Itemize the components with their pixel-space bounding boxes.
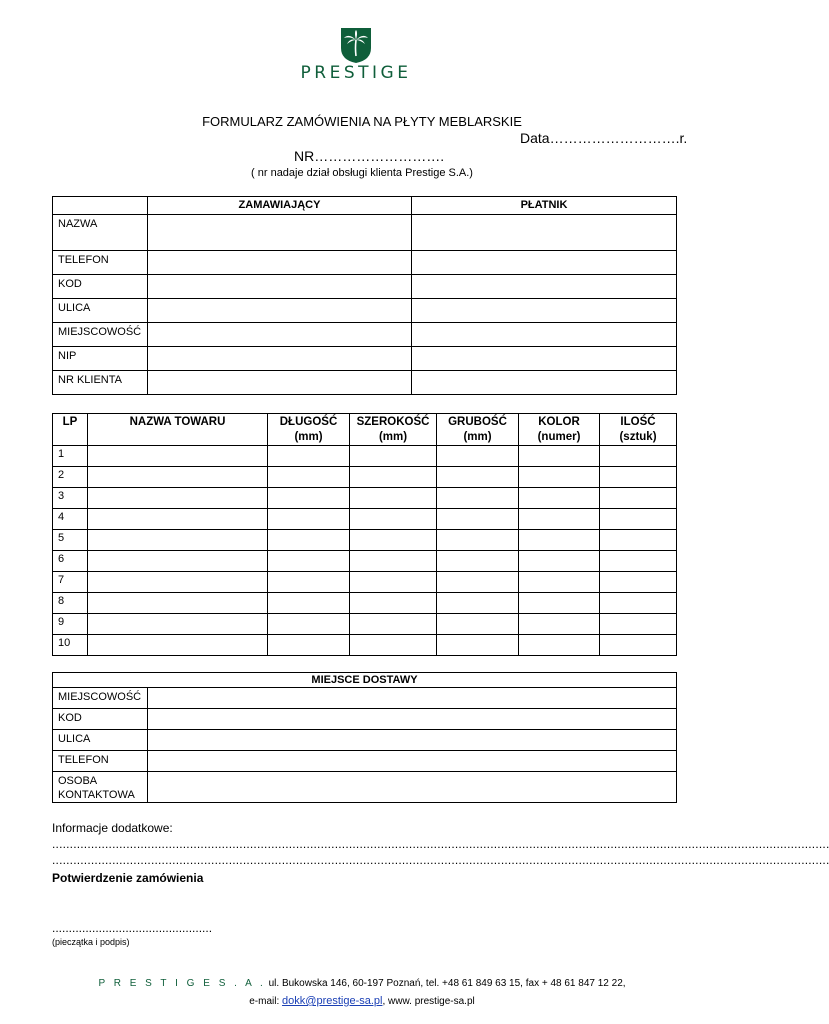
orderer-name-cell[interactable]: [148, 215, 412, 251]
product-name-cell[interactable]: [88, 530, 268, 551]
color-cell[interactable]: [519, 593, 600, 614]
color-cell[interactable]: [519, 635, 600, 656]
palm-logo-icon: [337, 26, 375, 64]
column-header-quantity-unit: (sztuk): [619, 431, 657, 443]
order-number-field[interactable]: NR……………………….: [294, 148, 445, 164]
footer-email-link[interactable]: dokk@prestige-sa.pl: [282, 995, 383, 1007]
product-name-cell[interactable]: [88, 446, 268, 467]
product-name-cell[interactable]: [88, 488, 268, 509]
column-header-length-unit: (mm): [294, 431, 323, 443]
table-row: [53, 446, 677, 467]
table-row: [53, 635, 677, 656]
signature-line[interactable]: ................................................: [52, 921, 213, 935]
color-cell[interactable]: [519, 614, 600, 635]
row-number: 7: [53, 572, 88, 593]
quantity-cell[interactable]: [600, 488, 677, 509]
column-header-color-unit: (numer): [537, 431, 581, 443]
orderer-street-cell[interactable]: [148, 299, 412, 323]
product-name-cell[interactable]: [88, 467, 268, 488]
thickness-cell[interactable]: [437, 614, 519, 635]
column-header-width-unit: (mm): [378, 431, 408, 443]
length-cell[interactable]: [268, 635, 350, 656]
table-row: [53, 530, 677, 551]
corner-cell: [53, 197, 148, 215]
length-cell[interactable]: [268, 572, 350, 593]
width-cell[interactable]: [350, 593, 437, 614]
table-row: [53, 323, 677, 347]
delivery-label-contact-person: OSOBA KONTAKTOWA: [53, 772, 148, 803]
thickness-cell[interactable]: [437, 530, 519, 551]
table-row: [53, 572, 677, 593]
width-cell[interactable]: [350, 467, 437, 488]
row-number: 4: [53, 509, 88, 530]
quantity-cell[interactable]: [600, 593, 677, 614]
width-cell[interactable]: [350, 635, 437, 656]
row-number: 3: [53, 488, 88, 509]
payer-postcode-cell[interactable]: [412, 275, 677, 299]
column-header-quantity-label: ILOŚĆ: [620, 416, 656, 428]
color-cell[interactable]: [519, 551, 600, 572]
row-number: 10: [53, 635, 88, 656]
table-header-row: [53, 197, 677, 215]
row-number: 1: [53, 446, 88, 467]
table-row: [53, 347, 677, 371]
quantity-cell[interactable]: [600, 467, 677, 488]
column-header-width: [350, 414, 437, 446]
footer-brand: P R E S T I G E S . A .: [98, 978, 266, 989]
orderer-client-number-cell[interactable]: [148, 371, 412, 395]
delivery-contact-person-cell[interactable]: [148, 772, 677, 803]
table-row: [53, 509, 677, 530]
footer-www: , www. prestige-sa.pl: [382, 996, 475, 1007]
width-cell[interactable]: [350, 530, 437, 551]
column-header-color: [519, 414, 600, 446]
column-header-product-name-label: NAZWA TOWARU: [129, 416, 226, 428]
width-cell[interactable]: [350, 551, 437, 572]
column-header-width-label: SZEROKOŚĆ: [356, 416, 430, 428]
column-header-thickness: [437, 414, 519, 446]
table-row: [53, 709, 677, 730]
delivery-label-city: MIEJSCOWOŚĆ: [53, 688, 148, 709]
column-header-lp-label: LP: [62, 416, 78, 428]
table-header-row: [53, 673, 677, 688]
width-cell[interactable]: [350, 509, 437, 530]
quantity-cell[interactable]: [600, 614, 677, 635]
row-label-street: ULICA: [53, 299, 148, 323]
color-cell[interactable]: [519, 530, 600, 551]
column-header-payer: PŁATNIK: [412, 197, 677, 215]
footer-contact: [0, 995, 724, 1007]
product-name-cell[interactable]: [88, 593, 268, 614]
quantity-cell[interactable]: [600, 551, 677, 572]
column-header-quantity: [600, 414, 677, 446]
table-row: [53, 488, 677, 509]
table-row: [53, 275, 677, 299]
delivery-label-street: ULICA: [53, 730, 148, 751]
quantity-cell[interactable]: [600, 509, 677, 530]
product-name-cell[interactable]: [88, 509, 268, 530]
width-cell[interactable]: [350, 572, 437, 593]
row-label-city: MIEJSCOWOŚĆ: [53, 323, 148, 347]
additional-info-label: Informacje dodatkowe:: [52, 821, 173, 835]
delivery-label-postcode: KOD: [53, 709, 148, 730]
footer-address-text: ul. Bukowska 146, 60-197 Poznań, tel. +48 61 849 63 15, fax + 48 61 847 12 22,: [265, 978, 626, 989]
thickness-cell[interactable]: [437, 488, 519, 509]
quantity-cell[interactable]: [600, 572, 677, 593]
color-cell[interactable]: [519, 446, 600, 467]
payer-client-number-cell[interactable]: [412, 371, 677, 395]
thickness-cell[interactable]: [437, 509, 519, 530]
payer-city-cell[interactable]: [412, 323, 677, 347]
payer-name-cell[interactable]: [412, 215, 677, 251]
table-row: [53, 688, 677, 709]
form-title: FORMULARZ ZAMÓWIENIA NA PŁYTY MEBLARSKIE: [202, 114, 522, 129]
thickness-cell[interactable]: [437, 446, 519, 467]
length-cell[interactable]: [268, 488, 350, 509]
row-label-phone: TELEFON: [53, 251, 148, 275]
thickness-cell[interactable]: [437, 593, 519, 614]
table-row: [53, 730, 677, 751]
delivery-city-cell[interactable]: [148, 688, 677, 709]
width-cell[interactable]: [350, 614, 437, 635]
order-confirmation-label: Potwierdzenie zamówienia: [52, 871, 204, 885]
thickness-cell[interactable]: [437, 551, 519, 572]
thickness-cell[interactable]: [437, 572, 519, 593]
column-header-product-name: [88, 414, 268, 446]
payer-street-cell[interactable]: [412, 299, 677, 323]
width-cell[interactable]: [350, 488, 437, 509]
column-header-length-label: DŁUGOŚĆ: [279, 416, 338, 428]
delivery-street-cell[interactable]: [148, 730, 677, 751]
row-number: 9: [53, 614, 88, 635]
length-cell[interactable]: [268, 467, 350, 488]
parties-table: [52, 196, 677, 395]
row-label-postcode: KOD: [53, 275, 148, 299]
orderer-phone-cell[interactable]: [148, 251, 412, 275]
quantity-cell[interactable]: [600, 635, 677, 656]
table-row: [53, 371, 677, 395]
row-number: 2: [53, 467, 88, 488]
quantity-cell[interactable]: [600, 446, 677, 467]
date-field[interactable]: Data……………………….r.: [520, 130, 688, 146]
length-cell[interactable]: [268, 509, 350, 530]
payer-nip-cell[interactable]: [412, 347, 677, 371]
items-table: [52, 413, 677, 656]
additional-info-line-2[interactable]: ............................................................................................................................................................................................................................: [52, 853, 829, 867]
product-name-cell[interactable]: [88, 614, 268, 635]
table-header-row: [53, 414, 677, 446]
orderer-postcode-cell[interactable]: [148, 275, 412, 299]
table-row: [53, 251, 677, 275]
items-body: [53, 446, 677, 656]
table-row: [53, 751, 677, 772]
payer-phone-cell[interactable]: [412, 251, 677, 275]
length-cell[interactable]: [268, 614, 350, 635]
color-cell[interactable]: [519, 572, 600, 593]
delivery-postcode-cell[interactable]: [148, 709, 677, 730]
table-row: [53, 467, 677, 488]
orderer-nip-cell[interactable]: [148, 347, 412, 371]
orderer-city-cell[interactable]: [148, 323, 412, 347]
signature-note: (pieczątka i podpis): [52, 937, 130, 947]
length-cell[interactable]: [268, 593, 350, 614]
delivery-label-phone: TELEFON: [53, 751, 148, 772]
product-name-cell[interactable]: [88, 635, 268, 656]
product-name-cell[interactable]: [88, 572, 268, 593]
column-header-color-label: KOLOR: [538, 416, 580, 428]
order-number-note: ( nr nadaje dział obsługi klienta Prestige S.A.): [251, 167, 473, 179]
delivery-table: [52, 672, 677, 803]
table-row: [53, 593, 677, 614]
length-cell[interactable]: [268, 551, 350, 572]
length-cell[interactable]: [268, 446, 350, 467]
column-header-orderer: ZAMAWIAJĄCY: [148, 197, 412, 215]
row-number: 8: [53, 593, 88, 614]
color-cell[interactable]: [519, 467, 600, 488]
footer-address: [0, 978, 724, 989]
row-number: 6: [53, 551, 88, 572]
delivery-phone-cell[interactable]: [148, 751, 677, 772]
column-header-length: [268, 414, 350, 446]
quantity-cell[interactable]: [600, 530, 677, 551]
product-name-cell[interactable]: [88, 551, 268, 572]
row-label-nip: NIP: [53, 347, 148, 371]
additional-info-line-1[interactable]: ............................................................................................................................................................................................................................: [52, 837, 829, 851]
table-row: [53, 614, 677, 635]
table-row: [53, 215, 677, 251]
table-row: [53, 551, 677, 572]
delivery-table-title: MIEJSCE DOSTAWY: [53, 673, 677, 688]
row-number: 5: [53, 530, 88, 551]
column-header-thickness-label: GRUBOŚĆ: [448, 416, 507, 428]
color-cell[interactable]: [519, 509, 600, 530]
row-label-client-number: NR KLIENTA: [53, 371, 148, 395]
row-label-name: NAZWA: [53, 215, 148, 251]
column-header-thickness-unit: (mm): [463, 431, 492, 443]
column-header-lp: [53, 414, 88, 446]
thickness-cell[interactable]: [437, 635, 519, 656]
width-cell[interactable]: [350, 446, 437, 467]
color-cell[interactable]: [519, 488, 600, 509]
table-row: [53, 772, 677, 803]
thickness-cell[interactable]: [437, 467, 519, 488]
table-row: [53, 299, 677, 323]
footer-email-prefix: e-mail:: [249, 996, 283, 1007]
length-cell[interactable]: [268, 530, 350, 551]
logo-text: PRESTIGE: [300, 63, 412, 83]
